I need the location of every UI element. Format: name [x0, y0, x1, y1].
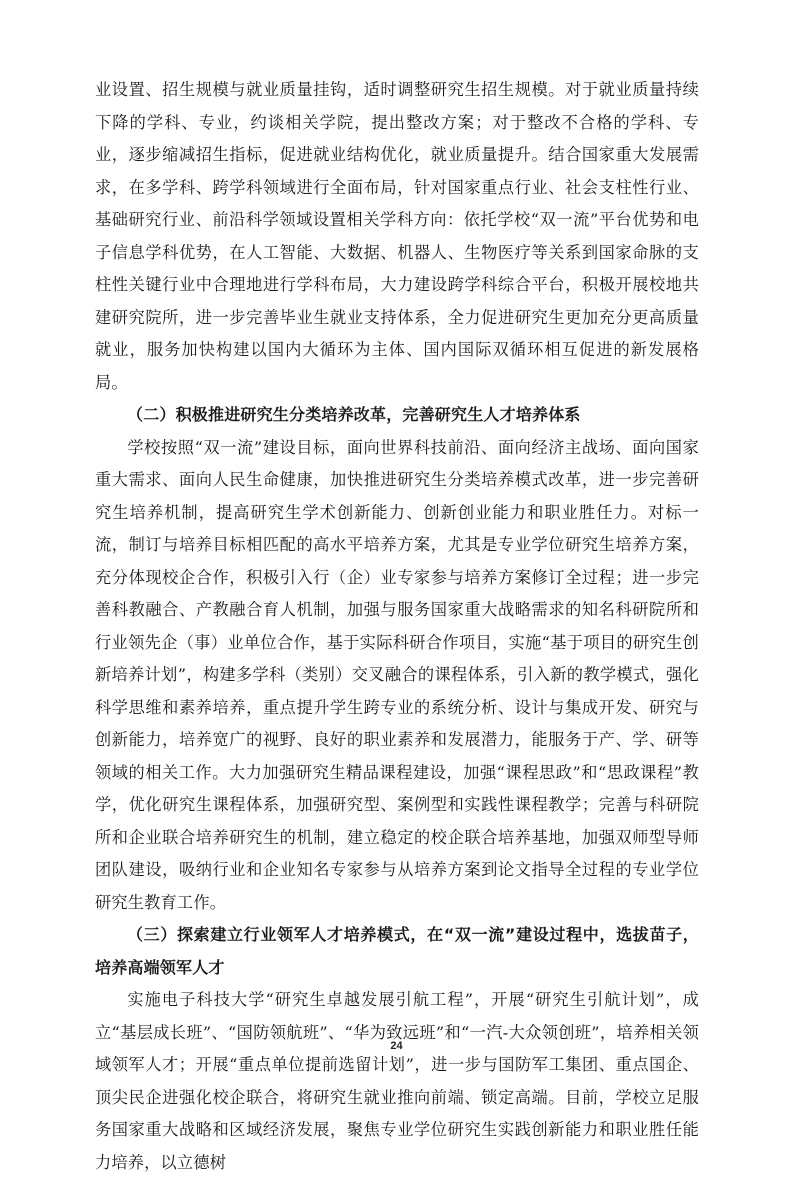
paragraph-classified-training: 学校按照“双一流”建设目标，面向世界科技前沿、面向经济主战场、面向国家重大需求、面向人民生命健康，加快推进研究生分类培养模式改革，进一步完善研究生培养机制，提高研究生学术创新能力、创新创业能力和职业胜任力。对标一流，制订与培养目标相匹配的高水平培养方案，尤其是专业学位研究生培养方案，充分体现校企合作，积极引入行（企）业专家参与培养方案修订全过程；进一步完善科教融合、产教融合育人机制，加强与服务国家重大战略需求的知名科研院所和行业领先企（事）业单位合作，基于实际科研合作项目，实施“基于项目的研究生创新培养计划”，构建多学科（类别）交叉融合的课程体系，引入新的教学模式，强化科学思维和素养培养，重点提升学生跨专业的系统分析、设计与集成开发、研究与创新能力，培养宽广的视野、良好的职业素养和发展潜力，能服务于产、学、研等领域的相关工作。大力加强研究生精品课程建设，加强“课程思政”和“思政课程”教学，优化研究生课程体系，加强研究型、案例型和实践性课程教学；完善与科研院所和企业联合培养研究生的机制，建立稳定的校企联合培养基地，加强双师型导师团队建设，吸纳行业和企业知名专家参与从培养方案到论文指导全过程的专业学位研究生教育工作。: [95, 437, 699, 912]
document-body: [95, 74, 699, 1179]
section-heading-three: （三）探索建立行业领军人才培养模式，在“双一流”建设过程中，选拔苗子，培养高端领军人才: [95, 925, 699, 977]
paragraph-leading-talent: 实施电子科技大学“研究生卓越发展引航工程”，开展“研究生引航计划”，成立“基层成长班”、“国防领航班”、“华为致远班”和“一汽-大众领创班”，培养相关领域领军人才；开展“重点单位提前选留计划”，进一步与国防军工集团、重点国企、顶尖民企进强化校企联合，将研究生就业推向前端、锁定高端。目前，学校立足服务国家重大战略和区域经济发展，聚焦专业学位研究生实践创新能力和职业胜任能力培养，以立德树: [95, 990, 699, 1172]
section-heading-two: （二）积极推进研究生分类培养改革，完善研究生人才培养体系: [127, 405, 581, 424]
page-number: 24: [390, 1040, 403, 1052]
paragraph-employment-quality: 业设置、招生规模与就业质量挂钩，适时调整研究生招生规模。对于就业质量持续下降的学科、专业，约谈相关学院，提出整改方案；对于整改不合格的学科、专业，逐步缩减招生指标，促进就业结构优化，就业质量提升。结合国家重大发展需求，在多学科、跨学科领域进行全面布局，针对国家重点行业、社会支柱性行业、基础研究行业、前沿科学领域设置相关学科方向：依托学校“双一流”平台优势和电子信息学科优势，在人工智能、大数据、机器人、生物医疗等关系到国家命脉的支柱性关键行业中合理地进行学科布局，大力建设跨学科综合平台，积极开展校地共建研究院所，进一步完善毕业生就业支持体系，全力促进研究生更加充分更高质量就业，服务加快构建以国内大循环为主体、国内国际双循环相互促进的新发展格局。: [95, 80, 699, 392]
